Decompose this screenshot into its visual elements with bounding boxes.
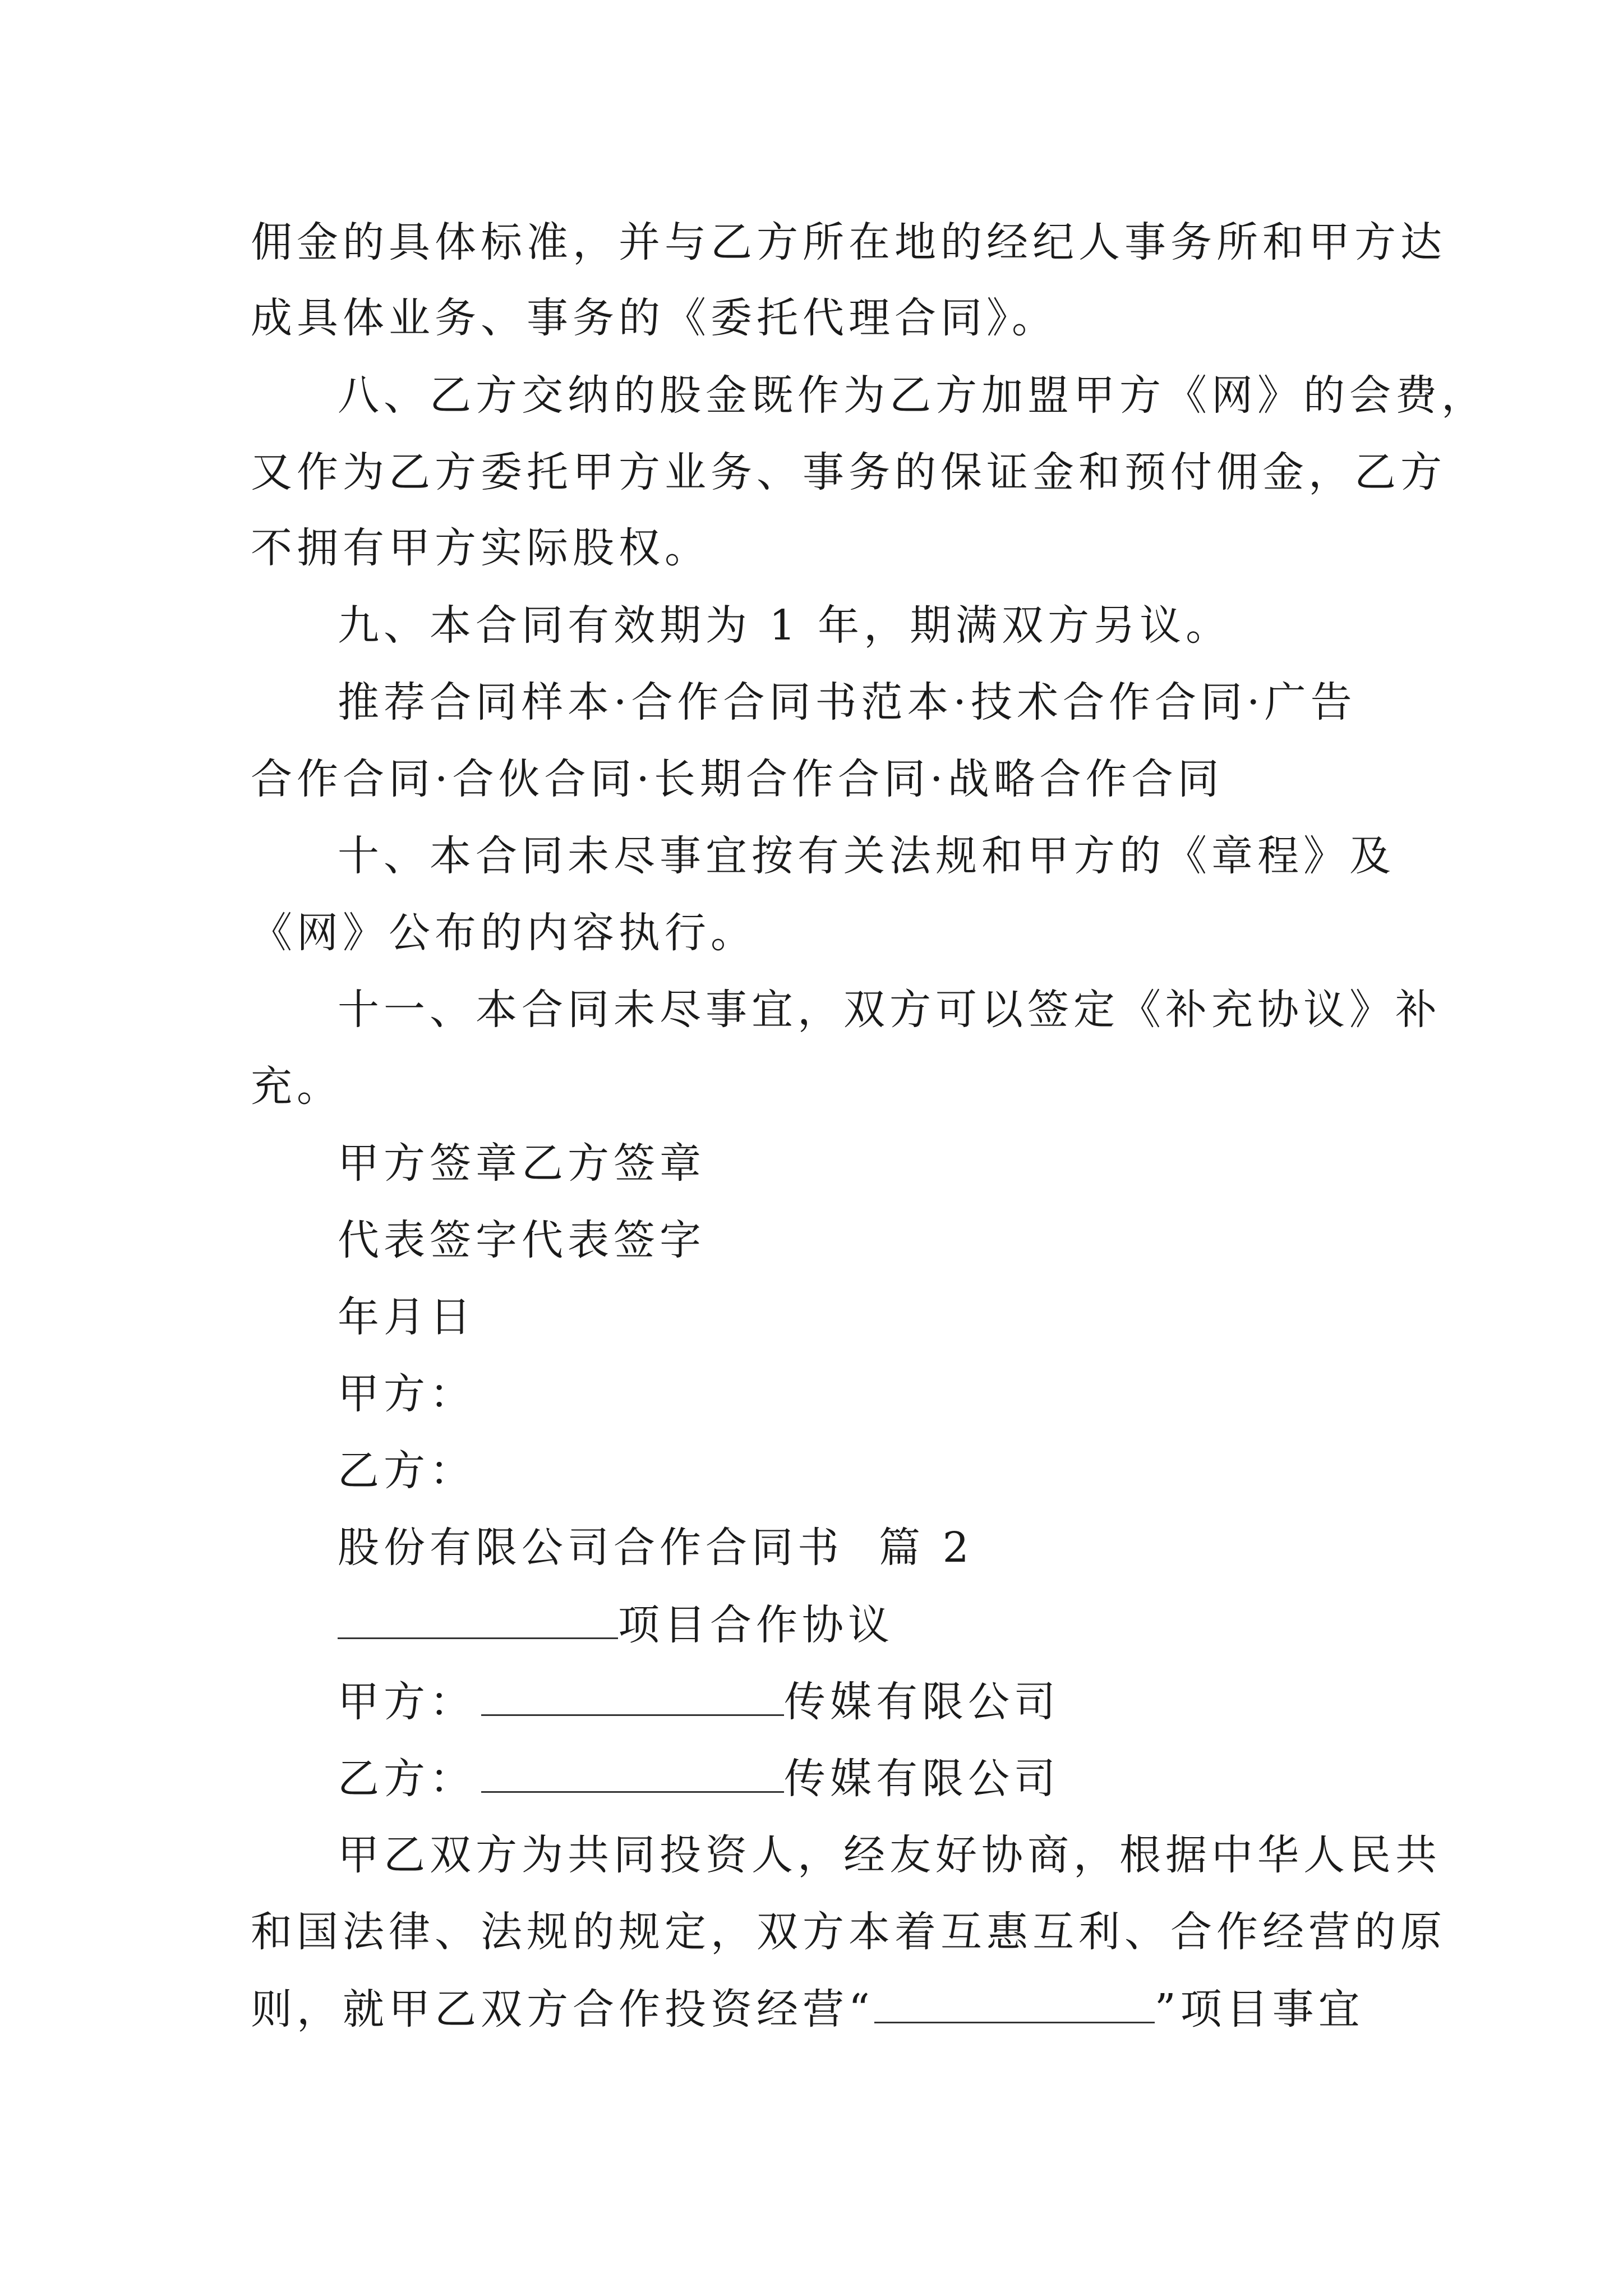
party-b-line: 乙方：	[338, 1447, 476, 1495]
party-b-company-line	[338, 1755, 1060, 1803]
recommendation-line: 合作合同·合伙合同·长期合作合同·战略合作合同	[251, 755, 1224, 803]
section-title: 股份有限公司合作合同书 篇 2	[338, 1524, 974, 1572]
signature-line: 甲方签章乙方签章	[338, 1139, 706, 1188]
blank-underline	[481, 1681, 784, 1716]
paragraph-line: 九、本合同有效期为 1 年，期满双方另议。	[338, 601, 1232, 650]
paragraph-line: 成具体业务、事务的《委托代理合同》。	[251, 294, 1058, 342]
signature-line: 代表签字代表签字	[338, 1216, 706, 1264]
recommendation-line: 推荐合同样本·合作合同书范本·技术合作合同·广告	[338, 678, 1357, 726]
agreement-title-line	[338, 1601, 894, 1649]
paragraph-line: 不拥有甲方实际股权。	[251, 524, 711, 572]
paragraph-line: 《网》公布的内容执行。	[251, 909, 757, 957]
agreement-title: 项目合作协议	[618, 1601, 894, 1649]
paragraph-line: 十一、本合同未尽事宜，双方可以签定《补充协议》补	[338, 986, 1441, 1034]
paragraph-line: 甲乙双方为共同投资人，经友好协商，根据中华人民共	[338, 1831, 1441, 1879]
party-a-company: 传媒有限公司	[784, 1678, 1060, 1726]
party-b-company: 传媒有限公司	[784, 1755, 1060, 1803]
paragraph-line: 八、乙方交纳的股金既作为乙方加盟甲方《网》的会费，	[338, 371, 1487, 420]
party-a-line: 甲方：	[338, 1370, 476, 1418]
blank-underline	[874, 1988, 1155, 2023]
paragraph-line: 和国法律、法规的规定，双方本着互惠互利、合作经营的原	[251, 1908, 1446, 1956]
paragraph-line: 佣金的具体标准，并与乙方所在地的经纪人事务所和甲方达	[251, 218, 1446, 266]
paragraph-text: ”项目事宜	[1154, 1985, 1364, 2033]
party-b-label: 乙方：	[338, 1755, 476, 1803]
paragraph-line-with-blank	[251, 1985, 1364, 2033]
party-a-company-line	[338, 1678, 1060, 1726]
blank-underline	[481, 1757, 784, 1793]
paragraph-line: 十、本合同未尽事宜按有关法规和甲方的《章程》及	[338, 832, 1395, 880]
party-a-label: 甲方：	[338, 1678, 476, 1726]
blank-underline	[338, 1604, 618, 1639]
paragraph-line: 又作为乙方委托甲方业务、事务的保证金和预付佣金，乙方	[251, 448, 1446, 496]
date-line: 年月日	[338, 1293, 476, 1341]
paragraph-line: 充。	[251, 1062, 343, 1111]
paragraph-text: 则，就甲乙双方合作投资经营“	[251, 1985, 874, 2033]
